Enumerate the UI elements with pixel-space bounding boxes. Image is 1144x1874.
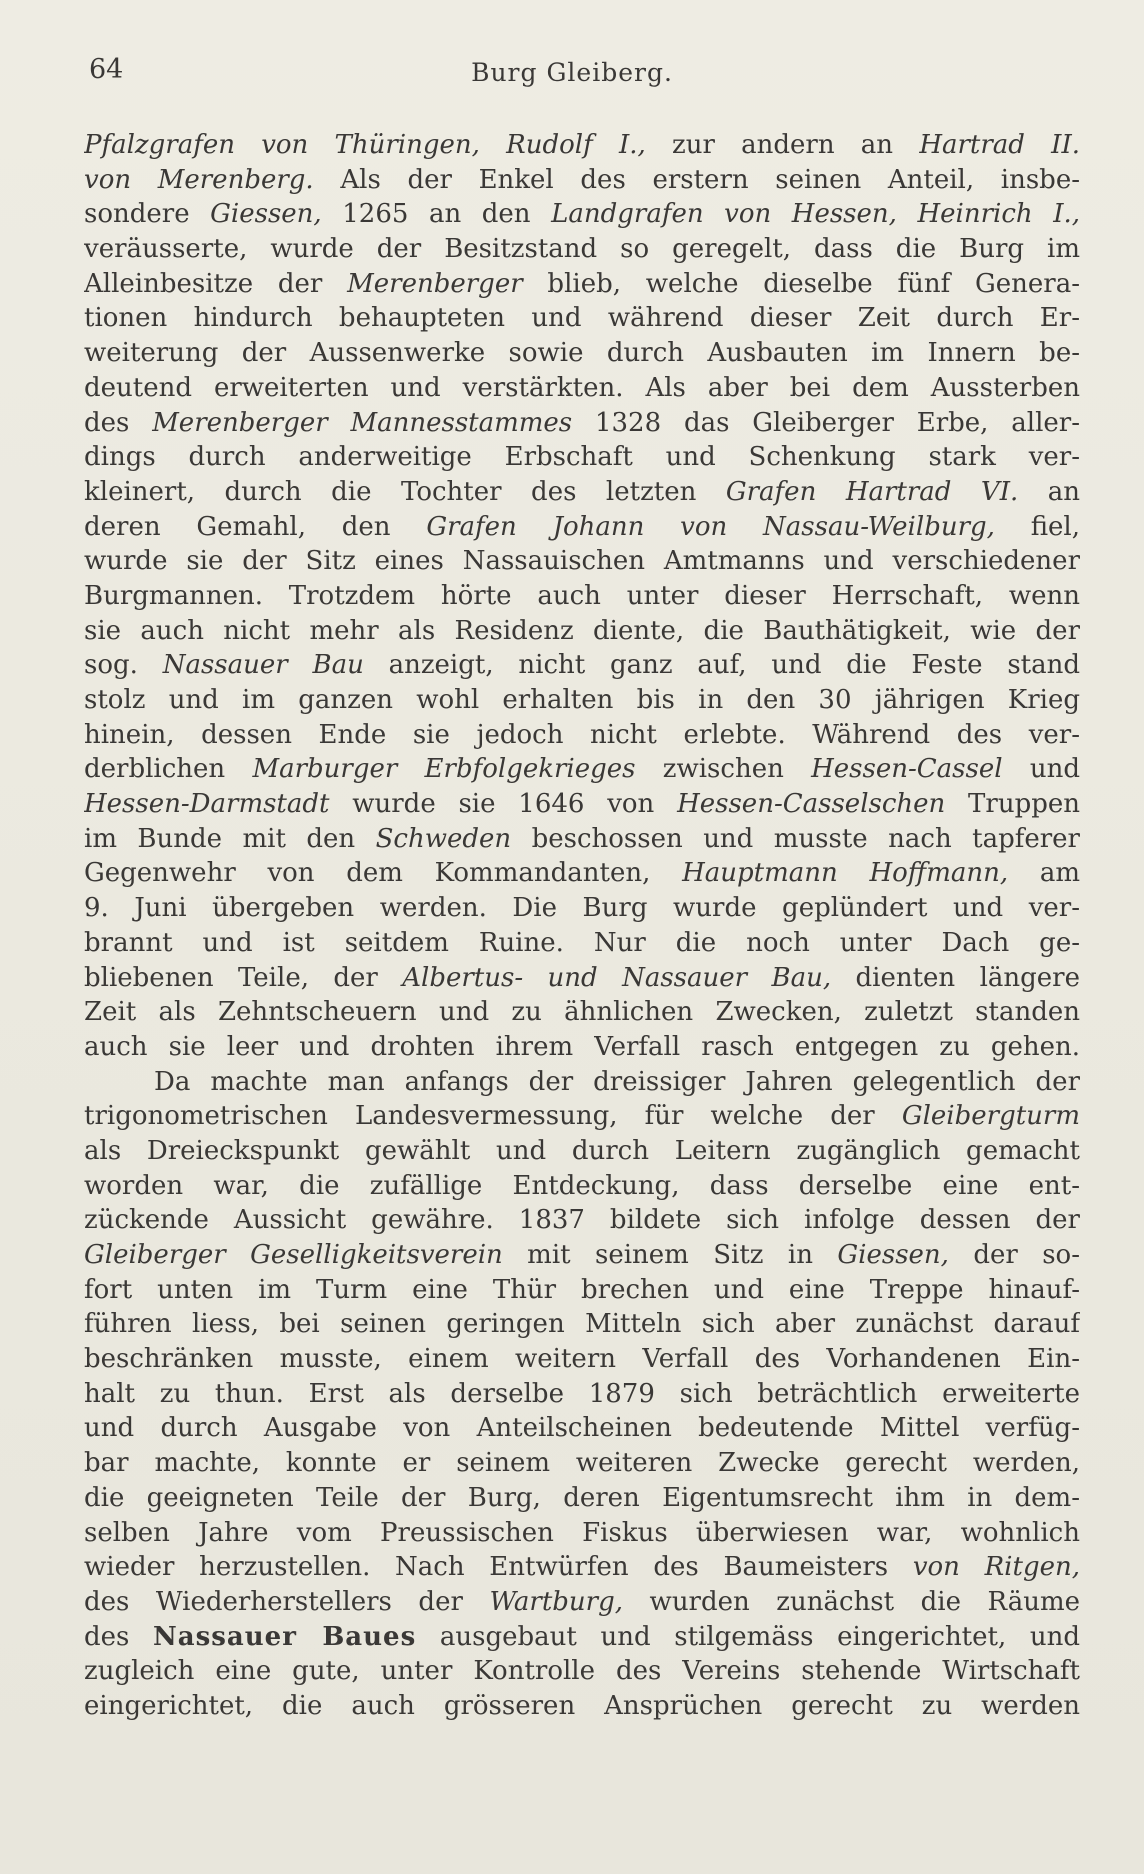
- text-line: bliebenen Teile, der Albertus- und Nassauer Bau, dienten längere: [84, 962, 1080, 993]
- text-line: zugleich eine gute, unter Kontrolle des Vereins stehende Wirtschaft: [84, 1656, 1080, 1687]
- text-line: von Merenberg. Als der Enkel des erstern seinen Anteil, insbe-: [84, 164, 1080, 195]
- text-line: Zeit als Zehntscheuern und zu ähnlichen Zwecken, zuletzt standen: [84, 997, 1080, 1028]
- text-line: dings durch anderweitige Erbschaft und Schenkung stark ver-: [84, 442, 1080, 473]
- text-line: wurde sie der Sitz eines Nassauischen Amtmanns und verschiedener: [84, 546, 1080, 577]
- text-line: Hessen-Darmstadt wurde sie 1646 von Hessen-Casselschen Truppen: [84, 789, 1080, 820]
- text-line: des Wiederherstellers der Wartburg, wurden zunächst die Räume: [84, 1586, 1080, 1617]
- text-line: deren Gemahl, den Grafen Johann von Nassau-Weilburg, fiel,: [84, 511, 1080, 542]
- text-line: 9. Juni übergeben werden. Die Burg wurde geplündert und ver-: [84, 893, 1080, 924]
- text-line: stolz und im ganzen wohl erhalten bis in den 30 jährigen Krieg: [84, 685, 1080, 715]
- text-line: eingerichtet, die auch grösseren Ansprüchen gerecht zu werden: [84, 1690, 1080, 1721]
- text-line: die geeigneten Teile der Burg, deren Eigentumsrecht ihm in dem-: [84, 1482, 1080, 1513]
- text-line: des Merenberger Mannesstammes 1328 das Gleiberger Erbe, aller-: [84, 407, 1080, 438]
- text-line: beschränken musste, einem weitern Verfall des Vorhandenen Ein-: [84, 1344, 1080, 1375]
- text-line: sog. Nassauer Bau anzeigt, nicht ganz auf, und die Feste stand: [84, 650, 1080, 681]
- text-line: tionen hindurch behaupteten und während dieser Zeit durch Er-: [84, 303, 1080, 334]
- text-line: halt zu thun. Erst als derselbe 1879 sich beträchtlich erweiterte: [84, 1378, 1080, 1409]
- text-line: hinein, dessen Ende sie jedoch nicht erlebte. Während des ver-: [84, 719, 1080, 750]
- text-line: sie auch nicht mehr als Residenz diente, die Bauthätigkeit, wie der: [84, 615, 1080, 646]
- text-line: derblichen Marburger Erbfolgekrieges zwischen Hessen-Cassel und: [84, 754, 1080, 785]
- text-line: deutend erweiterten und verstärkten. Als aber bei dem Aussterben: [84, 372, 1080, 403]
- text-line: veräusserte, wurde der Besitzstand so geregelt, dass die Burg im: [84, 234, 1080, 265]
- text-line: selben Jahre vom Preussischen Fiskus überwiesen war, wohnlich: [84, 1517, 1080, 1548]
- text-line: als Dreieckspunkt gewählt und durch Leitern zugänglich gemacht: [84, 1135, 1080, 1166]
- text-line: trigonometrischen Landesvermessung, für welche der Gleibergturm: [84, 1101, 1080, 1132]
- text-line: bar machte, konnte er seinem weiteren Zwecke gerecht werden,: [84, 1448, 1080, 1479]
- text-line: Burgmannen. Trotzdem hörte auch unter dieser Herrschaft, wenn: [84, 580, 1080, 611]
- text-line: Alleinbesitze der Merenberger blieb, welche dieselbe fünf Genera-: [84, 268, 1080, 299]
- text-line: Gleiberger Geselligkeitsverein mit seinem Sitz in Giessen, der so-: [84, 1240, 1080, 1270]
- text-line: führen liess, bei seinen geringen Mitteln sich aber zunächst darauf: [84, 1309, 1080, 1340]
- text-line: sondere Giessen, 1265 an den Landgrafen von Hessen, Heinrich I.,: [84, 199, 1080, 230]
- text-line: Da machte man anfangs der dreissiger Jahren gelegentlich der: [154, 1066, 1080, 1097]
- page-number: 64: [89, 54, 124, 85]
- text-line: kleinert, durch die Tochter des letzten Grafen Hartrad VI. an: [84, 476, 1080, 507]
- text-line: worden war, die zufällige Entdeckung, dass derselbe eine ent-: [84, 1170, 1080, 1201]
- text-line: auch sie leer und drohten ihrem Verfall rasch entgegen zu gehen.: [84, 1031, 1080, 1062]
- text-line: und durch Ausgabe von Anteilscheinen bedeutende Mittel verfüg-: [84, 1413, 1080, 1444]
- text-line: fort unten im Turm eine Thür brechen und eine Treppe hinauf-: [84, 1274, 1080, 1305]
- text-line: wieder herzustellen. Nach Entwürfen des Baumeisters von Ritgen,: [84, 1552, 1080, 1583]
- text-line: Gegenwehr von dem Kommandanten, Hauptmann Hoffmann, am: [84, 858, 1080, 889]
- text-line: brannt und ist seitdem Ruine. Nur die noch unter Dach ge-: [84, 927, 1080, 958]
- text-line: Pfalzgrafen von Thüringen, Rudolf I., zur andern an Hartrad II.: [84, 130, 1080, 160]
- text-line: weiterung der Aussenwerke sowie durch Ausbauten im Innern be-: [84, 338, 1080, 369]
- text-line: des Nassauer Baues ausgebaut und stilgemäss eingerichtet, und: [84, 1621, 1080, 1652]
- text-line: zückende Aussicht gewähre. 1837 bildete sich infolge dessen der: [84, 1205, 1080, 1236]
- body-text: [84, 128, 1080, 1724]
- running-title: Burg Gleiberg.: [471, 58, 673, 87]
- text-line: im Bunde mit den Schweden beschossen und musste nach tapferer: [84, 823, 1080, 854]
